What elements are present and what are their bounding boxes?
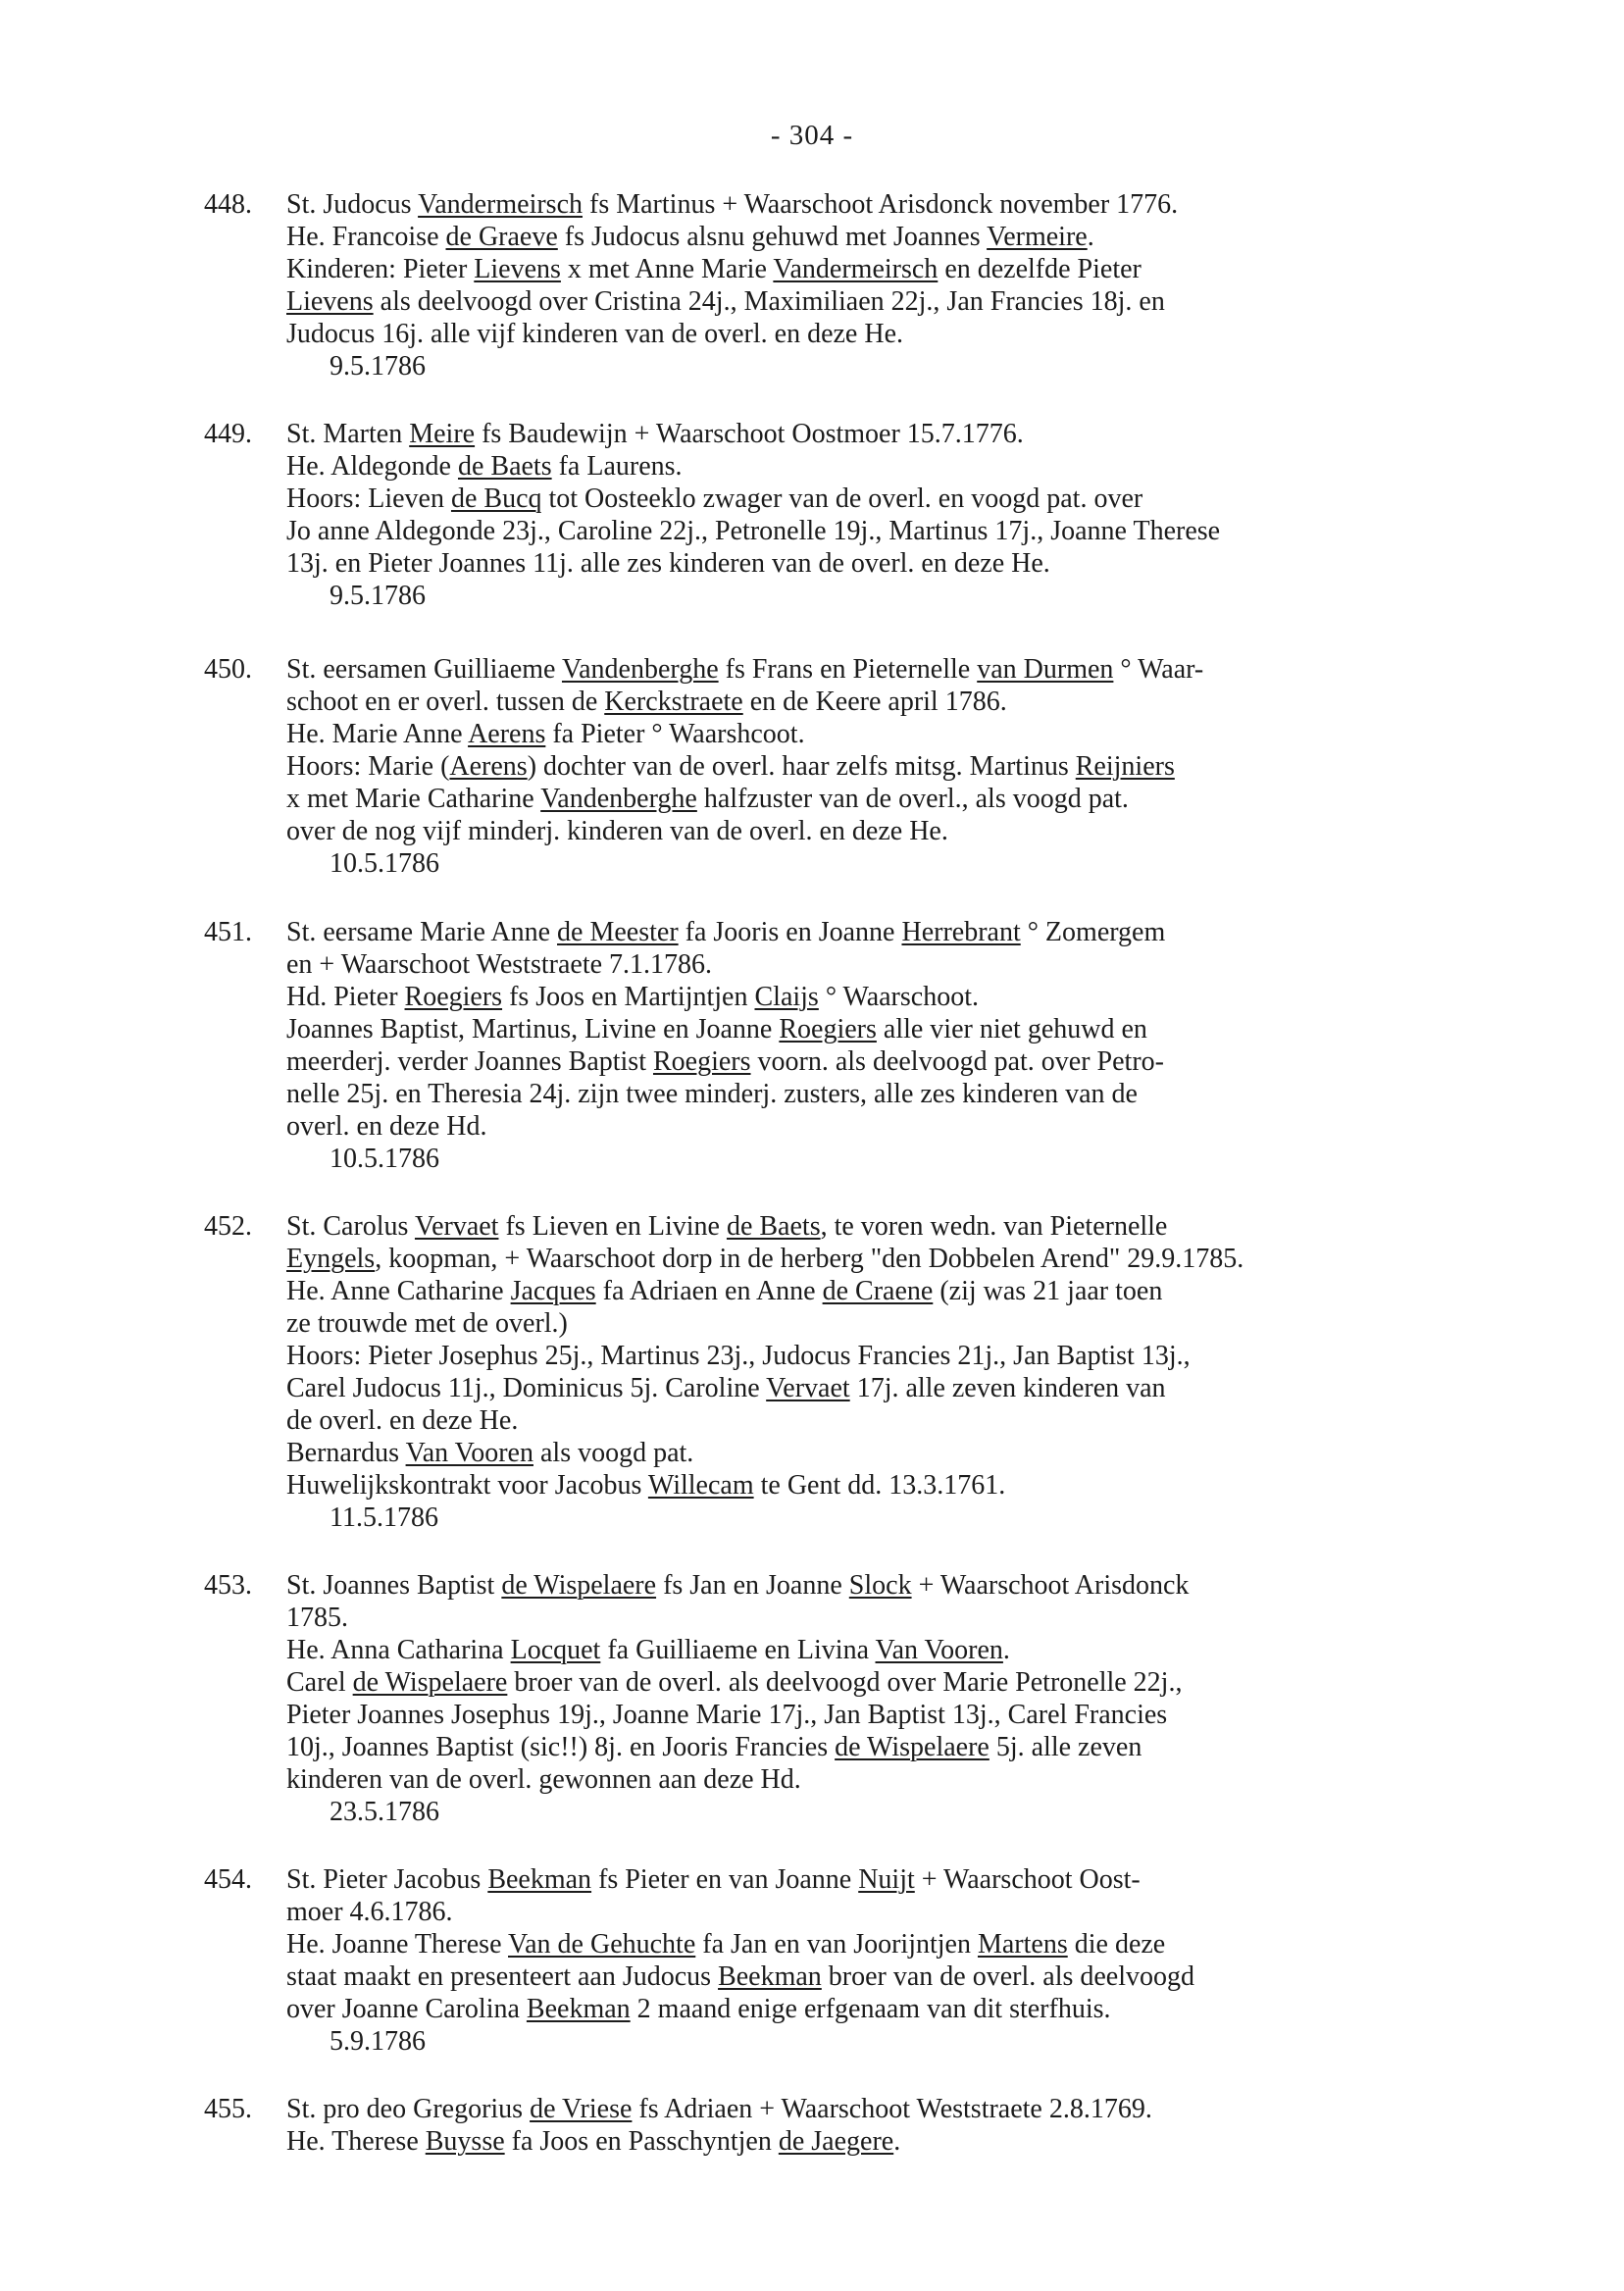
entry-line: St. pro deo Gregorius de Vriese fs Adriaen + Waarschoot Weststraete 2.8.1769. bbox=[286, 2094, 1152, 2124]
entry-line: staat maakt en presenteert aan Judocus Beekman broer van de overl. als deelvoogd bbox=[286, 1961, 1194, 1992]
underlined-surname: Meire bbox=[409, 419, 476, 449]
entry-line: 1785. bbox=[286, 1603, 348, 1633]
entry-number: 452. bbox=[204, 1211, 252, 1242]
entry-line: en + Waarschoot Weststraete 7.1.1786. bbox=[286, 949, 713, 980]
underlined-surname: Locquet bbox=[510, 1635, 601, 1665]
underlined-surname: Lievens bbox=[286, 286, 374, 317]
entry-number: 450. bbox=[204, 654, 252, 685]
entry-452 bbox=[204, 1210, 1577, 1534]
underlined-surname: Slock bbox=[848, 1570, 912, 1601]
entry-line: Bernardus Van Vooren als voogd pat. bbox=[286, 1438, 694, 1468]
entry-line: kinderen van de overl. gewonnen aan deze Hd. bbox=[286, 1764, 801, 1795]
underlined-surname: Eyngels bbox=[286, 1244, 376, 1274]
underlined-surname: Van de Gehuchte bbox=[508, 1929, 696, 1960]
entry-line: He. Anna Catharina Locquet fa Guilliaeme en Livina Van Vooren. bbox=[286, 1635, 1010, 1665]
underlined-surname: Vandermeirsch bbox=[773, 254, 939, 284]
entry-line: He. Aldegonde de Baets fa Laurens. bbox=[286, 451, 683, 482]
entry-line: ze trouwde met de overl.) bbox=[286, 1308, 568, 1339]
entry-date: 9.5.1786 bbox=[330, 351, 426, 382]
entry-line: 13j. en Pieter Joannes 11j. alle zes kinderen van de overl. en deze He. bbox=[286, 548, 1050, 579]
underlined-surname: Claijs bbox=[754, 982, 819, 1012]
underlined-surname: Buysse bbox=[425, 2126, 505, 2157]
underlined-surname: Herrebrant bbox=[901, 917, 1021, 947]
underlined-surname: Reijniers bbox=[1075, 751, 1175, 782]
page-number: - 304 - bbox=[770, 120, 854, 151]
underlined-surname: de Wispelaere bbox=[352, 1667, 508, 1698]
entry-line: He. Therese Buysse fa Joos en Passchyntjen de Jaegere. bbox=[286, 2126, 901, 2157]
entry-line: 10j., Joannes Baptist (sic!!) 8j. en Jooris Francies de Wispelaere 5j. alle zeven bbox=[286, 1732, 1142, 1762]
underlined-surname: Roegiers bbox=[779, 1014, 877, 1044]
entry-number: 453. bbox=[204, 1570, 252, 1601]
underlined-surname: de Baets bbox=[457, 451, 552, 482]
entry-line: Pieter Joannes Josephus 19j., Joanne Marie 17j., Jan Baptist 13j., Carel Francies bbox=[286, 1700, 1168, 1730]
underlined-surname: de Wispelaere bbox=[501, 1570, 657, 1601]
underlined-surname: Willecam bbox=[647, 1470, 754, 1501]
entry-line: Carel Judocus 11j., Dominicus 5j. Caroline Vervaet 17j. alle zeven kinderen van bbox=[286, 1373, 1166, 1403]
entry-line: overl. en deze Hd. bbox=[286, 1111, 487, 1142]
underlined-surname: Beekman bbox=[718, 1961, 822, 1992]
underlined-surname: de Craene bbox=[822, 1276, 934, 1306]
entry-line: over de nog vijf minderj. kinderen van de overl. en deze He. bbox=[286, 816, 948, 846]
entry-text bbox=[286, 418, 1577, 612]
entry-line: Hd. Pieter Roegiers fs Joos en Martijntjen Claijs ° Waarschoot. bbox=[286, 982, 979, 1012]
entry-line: Hoors: Lieven de Bucq tot Oosteeklo zwager van de overl. en voogd pat. over bbox=[286, 484, 1143, 514]
underlined-surname: Roegiers bbox=[404, 982, 503, 1012]
entry-number: 454. bbox=[204, 1864, 252, 1895]
entry-text bbox=[286, 916, 1577, 1175]
underlined-surname: Vandenberghe bbox=[540, 784, 697, 814]
entry-number: 455. bbox=[204, 2094, 252, 2124]
entry-line: x met Marie Catharine Vandenberghe halfzuster van de overl., als voogd pat. bbox=[286, 784, 1129, 814]
entry-line: St. Marten Meire fs Baudewijn + Waarschoot Oostmoer 15.7.1776. bbox=[286, 419, 1024, 449]
entry-line: Lievens als deelvoogd over Cristina 24j., Maximiliaen 22j., Jan Francies 18j. en bbox=[286, 286, 1165, 317]
entry-line: St. Joannes Baptist de Wispelaere fs Jan en Joanne Slock + Waarschoot Arisdonck bbox=[286, 1570, 1190, 1601]
entry-line: Eyngels, koopman, + Waarschoot dorp in de herberg "den Dobbelen Arend" 29.9.1785. bbox=[286, 1244, 1244, 1274]
entry-line: He. Joanne Therese Van de Gehuchte fa Jan en van Joorijntjen Martens die deze bbox=[286, 1929, 1166, 1960]
entry-451 bbox=[204, 916, 1577, 1175]
entry-line: Hoors: Pieter Josephus 25j., Martinus 23j., Judocus Francies 21j., Jan Baptist 13j., bbox=[286, 1341, 1191, 1371]
underlined-surname: Nuijt bbox=[858, 1864, 915, 1895]
underlined-surname: de Graeve bbox=[445, 222, 558, 252]
underlined-surname: Beekman bbox=[487, 1864, 592, 1895]
underlined-surname: Lievens bbox=[474, 254, 561, 284]
entry-448 bbox=[204, 188, 1577, 382]
underlined-surname: Van Vooren bbox=[405, 1438, 533, 1468]
entry-line: schoot en er overl. tussen de Kerckstraete en de Keere april 1786. bbox=[286, 687, 1007, 717]
entry-line: Judocus 16j. alle vijf kinderen van de overl. en deze He. bbox=[286, 319, 904, 349]
entry-line: St. eersame Marie Anne de Meester fa Jooris en Joanne Herrebrant ° Zomergem bbox=[286, 917, 1166, 947]
underlined-surname: Vervaet bbox=[766, 1373, 850, 1403]
underlined-surname: Aerens bbox=[449, 751, 528, 782]
entry-date: 11.5.1786 bbox=[330, 1502, 438, 1533]
underlined-surname: van Durmen bbox=[977, 654, 1114, 685]
entry-date: 23.5.1786 bbox=[330, 1797, 439, 1827]
entry-number: 451. bbox=[204, 917, 252, 947]
underlined-surname: Vandenberghe bbox=[561, 654, 719, 685]
entry-text bbox=[286, 188, 1577, 382]
underlined-surname: Roegiers bbox=[652, 1046, 751, 1077]
entry-line: St. eersamen Guilliaeme Vandenberghe fs Frans en Pieternelle van Durmen ° Waar- bbox=[286, 654, 1204, 685]
entry-line: de overl. en deze He. bbox=[286, 1405, 519, 1436]
underlined-surname: de Jaegere bbox=[778, 2126, 894, 2157]
underlined-surname: Beekman bbox=[526, 1994, 631, 2024]
entry-line: He. Francoise de Graeve fs Judocus alsnu gehuwd met Joannes Vermeire. bbox=[286, 222, 1094, 252]
entry-449 bbox=[204, 418, 1577, 612]
underlined-surname: Jacques bbox=[510, 1276, 596, 1306]
entry-455 bbox=[204, 2093, 1577, 2158]
entry-number: 448. bbox=[204, 189, 252, 220]
underlined-surname: Aerens bbox=[468, 719, 546, 749]
entry-text bbox=[286, 2093, 1577, 2158]
underlined-surname: de Meester bbox=[557, 917, 679, 947]
entry-line: moer 4.6.1786. bbox=[286, 1897, 453, 1927]
underlined-surname: Vandermeirsch bbox=[418, 189, 584, 220]
underlined-surname: Van Vooren bbox=[875, 1635, 1003, 1665]
entry-date: 10.5.1786 bbox=[330, 1144, 439, 1174]
entry-line: Kinderen: Pieter Lievens x met Anne Marie Vandermeirsch en dezelfde Pieter bbox=[286, 254, 1142, 284]
entry-454 bbox=[204, 1863, 1577, 2058]
entry-450 bbox=[204, 653, 1577, 880]
entry-453 bbox=[204, 1569, 1577, 1828]
underlined-surname: de Baets bbox=[726, 1211, 821, 1242]
entry-line: nelle 25j. en Theresia 24j. zijn twee minderj. zusters, alle zes kinderen van de bbox=[286, 1079, 1138, 1109]
underlined-surname: Vervaet bbox=[414, 1211, 499, 1242]
entry-line: Joannes Baptist, Martinus, Livine en Joanne Roegiers alle vier niet gehuwd en bbox=[286, 1014, 1147, 1044]
entry-line: St. Pieter Jacobus Beekman fs Pieter en van Joanne Nuijt + Waarschoot Oost- bbox=[286, 1864, 1141, 1895]
entry-line: meerderj. verder Joannes Baptist Roegiers voorn. als deelvoogd pat. over Petro- bbox=[286, 1046, 1164, 1077]
entry-line: Huwelijkskontrakt voor Jacobus Willecam te Gent dd. 13.3.1761. bbox=[286, 1470, 1006, 1501]
entry-line: Hoors: Marie (Aerens) dochter van de overl. haar zelfs mitsg. Martinus Reijniers bbox=[286, 751, 1175, 782]
entry-text bbox=[286, 1210, 1577, 1534]
entry-line: He. Marie Anne Aerens fa Pieter ° Waarshcoot. bbox=[286, 719, 805, 749]
entry-line: He. Anne Catharine Jacques fa Adriaen en Anne de Craene (zij was 21 jaar toen bbox=[286, 1276, 1163, 1306]
entry-line: St. Carolus Vervaet fs Lieven en Livine de Baets, te voren wedn. van Pieternelle bbox=[286, 1211, 1168, 1242]
entry-line: over Joanne Carolina Beekman 2 maand enige erfgenaam van dit sterfhuis. bbox=[286, 1994, 1111, 2024]
underlined-surname: de Bucq bbox=[450, 484, 542, 514]
entry-line: Jo anne Aldegonde 23j., Caroline 22j., Petronelle 19j., Martinus 17j., Joanne Therese bbox=[286, 516, 1221, 546]
underlined-surname: de Vriese bbox=[530, 2094, 633, 2124]
underlined-surname: Martens bbox=[977, 1929, 1068, 1960]
underlined-surname: Vermeire bbox=[987, 222, 1088, 252]
entry-text bbox=[286, 1569, 1577, 1828]
entry-date: 10.5.1786 bbox=[330, 848, 439, 879]
entry-date: 5.9.1786 bbox=[330, 2026, 426, 2057]
underlined-surname: Kerckstraete bbox=[604, 687, 743, 717]
entry-text bbox=[286, 1863, 1577, 2058]
underlined-surname: de Wispelaere bbox=[835, 1732, 990, 1762]
entry-number: 449. bbox=[204, 419, 252, 449]
entry-line: Carel de Wispelaere broer van de overl. als deelvoogd over Marie Petronelle 22j., bbox=[286, 1667, 1183, 1698]
entry-line: St. Judocus Vandermeirsch fs Martinus + Waarschoot Arisdonck november 1776. bbox=[286, 189, 1179, 220]
entry-text bbox=[286, 653, 1577, 880]
entry-date: 9.5.1786 bbox=[330, 581, 426, 611]
